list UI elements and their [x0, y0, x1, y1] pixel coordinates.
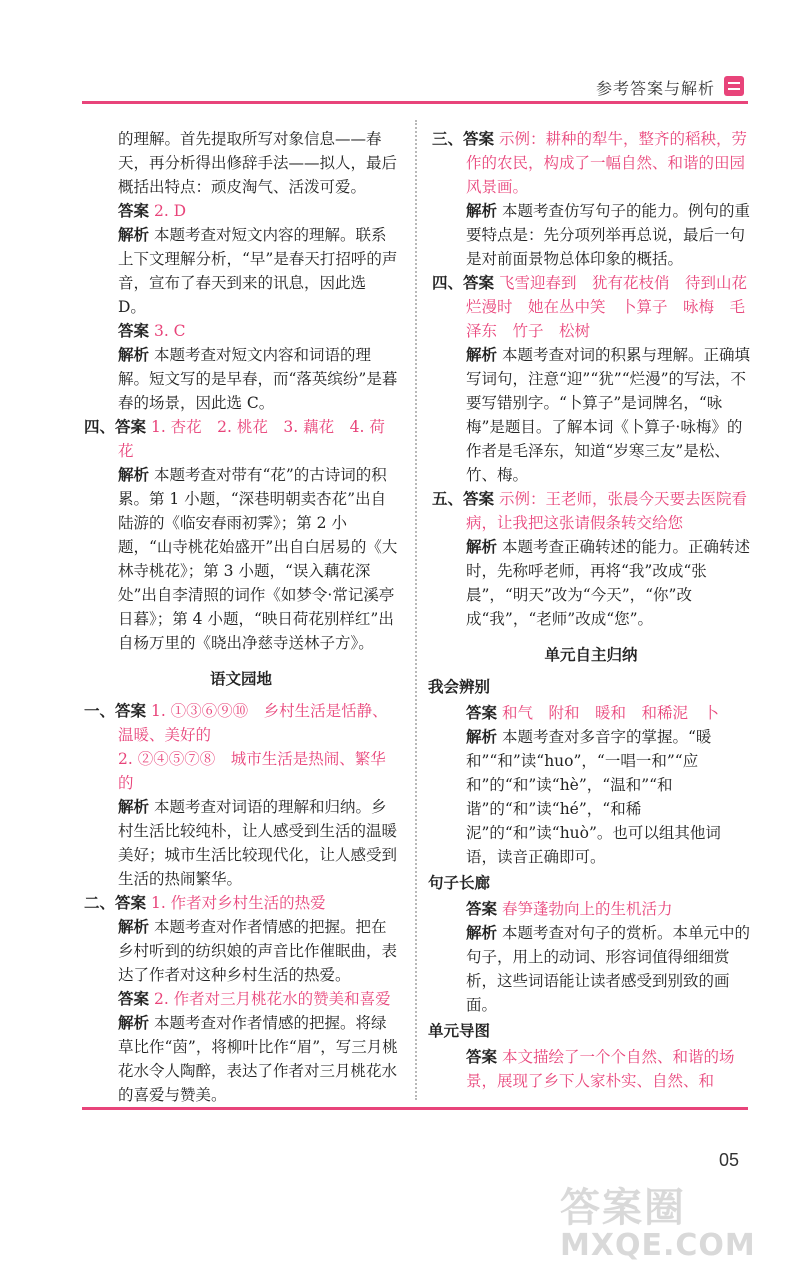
book-icon	[724, 76, 744, 96]
answer-label: 答案	[466, 703, 498, 722]
summary-title: 单元自主归纳	[544, 645, 638, 664]
sec4-analysis-line	[84, 463, 398, 655]
answer-label: 答案	[115, 417, 147, 436]
answer-label: 答案	[463, 273, 495, 292]
g1-analysis-line	[84, 795, 398, 891]
intro-text: 的理解。首先提取所写对象信息——春天，再分析得出修辞手法——拟人，最后概括出特点：顽皮淘气、活泼可爱。	[118, 130, 398, 196]
g2-analysis-1: 本题考查对作者情感的把握。把在乡村听到的纺织娘的声音比作催眠曲，表达了作者对这种乡村生活的热爱。	[118, 918, 398, 984]
sec4-answer-line	[84, 415, 398, 463]
section-number: 二、	[84, 893, 116, 912]
answer-label: 答案	[463, 489, 495, 508]
section-number: 五、	[432, 489, 464, 508]
s3-analysis-line	[432, 199, 750, 271]
sub2-answer-line	[432, 897, 750, 921]
g1-analysis: 本题考查对词语的理解和归纳。乡村生活比较纯朴，让人感受到生活的温暖美好；城市生活比较现代化，让人感受到生活的热闹繁华。	[118, 798, 398, 888]
g2-analysis-2-line	[84, 1011, 398, 1107]
s4-analysis: 本题考查对词的积累与理解。正确填写词句，注意“迎”“犹”“烂漫”的写法，不要写错别字。“卜算子”是词牌名，“咏梅”是题目。了解本词《卜算子·咏梅》的作者是毛泽东，知道“岁寒三友”是松、竹、梅。	[466, 346, 750, 484]
s5-answer: 示例：王老师，张晨今天要去医院看病，让我把这张请假条转交给您	[466, 490, 747, 532]
sub2-analysis-line	[432, 921, 750, 1017]
section-number: 一、	[84, 701, 116, 720]
q3-analysis-line	[84, 343, 398, 415]
watermark-mark: 答案圈	[560, 1185, 686, 1231]
s3-analysis: 本题考查仿写句子的能力。例句的重要特点是：先分项列举再总说，最后一句是对前面景物总体印象的概括。	[466, 202, 750, 268]
s5-answer-line	[432, 487, 750, 535]
s4-answer: 飞雪迎春到 犹有花枝俏 待到山花烂漫时 她在丛中笑 卜算子 咏梅 毛泽东 竹子 松树	[466, 274, 747, 340]
g2-answer-2-line	[84, 987, 398, 1011]
answer-label: 答案	[115, 893, 147, 912]
left-column	[84, 127, 398, 1107]
watermark-logo	[560, 1185, 756, 1266]
analysis-label: 解析	[118, 797, 150, 816]
g1-answer-2-line	[84, 747, 398, 795]
g1-answer-line	[84, 699, 398, 747]
analysis-label: 解析	[118, 345, 150, 364]
subheading-unit-map: 单元导图	[428, 1021, 491, 1040]
s5-analysis-line	[432, 535, 750, 631]
analysis-label: 解析	[118, 225, 150, 244]
sub2-answer: 春笋蓬勃向上的生机活力	[501, 900, 673, 918]
analysis-label: 解析	[466, 727, 498, 746]
s4-answer-line	[432, 271, 750, 343]
s4-analysis-line	[432, 343, 750, 487]
subheading-sentence-gallery: 句子长廊	[428, 873, 491, 892]
answer-label: 答案	[118, 989, 150, 1008]
answer-label: 答案	[115, 701, 147, 720]
s3-answer: 示例：耕种的犁牛，整齐的稻秧，劳作的农民，构成了一幅自然、和谐的田园风景画。	[466, 130, 747, 196]
sub1-analysis-line	[432, 725, 750, 869]
answer-label: 答案	[466, 899, 498, 918]
sub2-analysis: 本题考查对句子的赏析。本单元中的句子，用上的动词、形容词值得细细赏析，这些词语能让读者感受到别致的画面。	[466, 924, 750, 1014]
sub1-answer-line	[432, 701, 750, 725]
analysis-label: 解析	[466, 923, 498, 942]
answer-label: 答案	[118, 201, 150, 220]
sub3-answer-line	[432, 1045, 750, 1093]
header-title: 参考答案与解析	[596, 79, 716, 98]
q3-answer: 3. C	[153, 322, 186, 340]
answer-label: 答案	[118, 321, 150, 340]
sub1-analysis: 本题考查对多音字的掌握。“暖和”“和”读“huo”，“一唱一和”“应和”的“和”读“hè”，“温和”“和谐”的“和”读“hé”，“和稀泥”的“和”读“huò”。也可以组其他词语，读音正确即可。	[466, 728, 721, 866]
g1-answer-1: 1. ①③⑥⑨⑩ 乡村生活是恬静、温暖、美好的	[118, 702, 388, 744]
q2-answer: 2. D	[153, 202, 187, 220]
q2-analysis: 本题考查对短文内容的理解。联系上下文理解分析，“早”是春天打招呼的声音，宣布了春天到来的讯息，因此选 D。	[118, 226, 398, 316]
analysis-label: 解析	[118, 465, 150, 484]
section-number: 四、	[84, 417, 116, 436]
q2-answer-line	[84, 199, 398, 223]
sub1-answer: 和气 附和 暖和 和稀泥 卜	[501, 704, 719, 722]
right-column	[428, 127, 750, 1093]
answer-label: 答案	[463, 129, 495, 148]
g2-answer-line	[84, 891, 398, 915]
analysis-label: 解析	[466, 345, 498, 364]
column-divider	[415, 120, 417, 1100]
answer-label: 答案	[466, 1047, 498, 1066]
g2-answer-1: 1. 作者对乡村生活的热爱	[150, 894, 326, 912]
g1-answer-2: 2. ②④⑤⑦⑧ 城市生活是热闹、繁华的	[118, 750, 386, 792]
sec4-answer: 1. 杏花 2. 桃花 3. 藕花 4. 荷花	[118, 418, 385, 460]
header-rule	[82, 101, 748, 104]
page-number: 05	[719, 1150, 740, 1170]
sec4-analysis: 本题考查对带有“花”的古诗词的积累。第 1 小题，“深巷明朝卖杏花”出自陆游的《临安春雨初霁》；第 2 小题，“山寺桃花始盛开”出自白居易的《大林寺桃花》；第 3 小题，“误入藕花深处”出自李清照的词作《如梦令·常记溪亭日暮》；第 4 小题，“映日荷花别样红”出自杨万里的《晓出净慈寺送林子方》。	[118, 466, 398, 652]
analysis-label: 解析	[118, 1013, 150, 1032]
q2-analysis-line	[84, 223, 398, 319]
q3-analysis: 本题考查对短文内容和词语的理解。短文写的是早春，而“落英缤纷”是暮春的场景，因此选 C。	[118, 346, 398, 412]
garden-title: 语文园地	[209, 669, 272, 688]
q3-answer-line	[84, 319, 398, 343]
subheading-distinguish: 我会辨别	[428, 677, 491, 696]
g2-answer-2: 2. 作者对三月桃花水的赞美和喜爱	[153, 990, 391, 1008]
s3-answer-line	[432, 127, 750, 199]
analysis-label: 解析	[118, 917, 150, 936]
watermark-url: MXQE.COM	[560, 1228, 756, 1263]
analysis-label: 解析	[466, 201, 498, 220]
section-number: 四、	[432, 273, 464, 292]
sub3-answer: 本文描绘了一个个自然、和谐的场景，展现了乡下人家朴实、自然、和	[466, 1048, 735, 1090]
g2-analysis-1-line	[84, 915, 398, 987]
s5-analysis: 本题考查正确转述的能力。正确转述时，先称呼老师，再将“我”改成“张晨”，“明天”改为“今天”，“你”改成“我”，“老师”改成“您”。	[466, 538, 750, 628]
analysis-label: 解析	[466, 537, 498, 556]
g2-analysis-2: 本题考查对作者情感的把握。将绿草比作“茵”，将柳叶比作“眉”，写三月桃花水令人陶醉，表达了作者对三月桃花水的喜爱与赞美。	[118, 1014, 398, 1104]
footer-rule	[82, 1107, 748, 1110]
section-number: 三、	[432, 129, 464, 148]
